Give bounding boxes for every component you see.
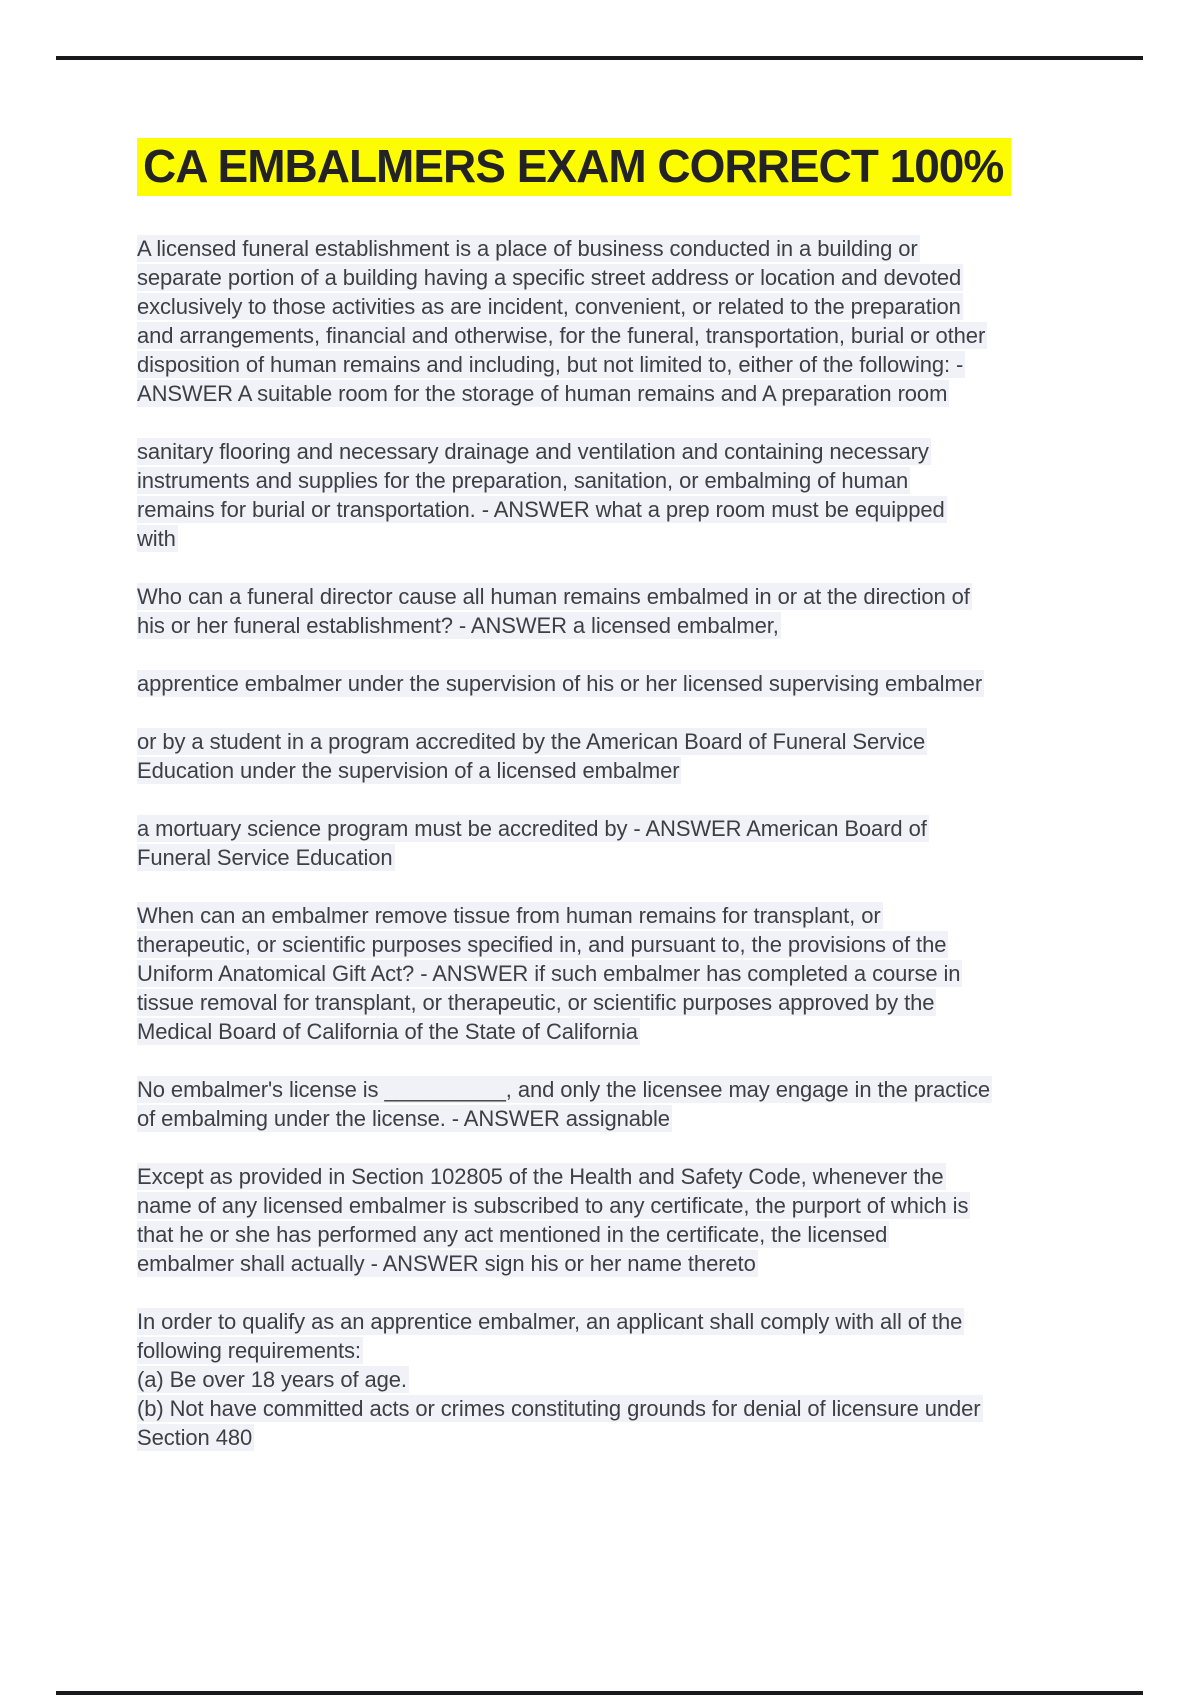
text-line: apprentice embalmer under the supervision of his or her licensed supervising embalmer	[137, 671, 983, 696]
text-line: A licensed funeral establishment is a place of business conducted in a building or	[137, 236, 918, 261]
text-line: sanitary flooring and necessary drainage and ventilation and containing necessary	[137, 439, 929, 464]
page-title-row	[137, 138, 1079, 196]
text-line: therapeutic, or scientific purposes specified in, and pursuant to, the provisions of the	[137, 932, 947, 957]
text-line: a mortuary science program must be accredited by - ANSWER American Board of	[137, 816, 927, 841]
text-line: with	[137, 526, 176, 551]
text-line: Medical Board of California of the State of California	[137, 1019, 638, 1044]
paragraph	[137, 727, 1079, 785]
text-line: remains for burial or transportation. - ANSWER what a prep room must be equipped	[137, 497, 945, 522]
text-line: following requirements:	[137, 1338, 361, 1363]
text-line: instruments and supplies for the preparation, sanitation, or embalming of human	[137, 468, 909, 493]
text-line: exclusively to those activities as are incident, convenient, or related to the preparation	[137, 294, 961, 319]
text-line: disposition of human remains and including, but not limited to, either of the following: -	[137, 352, 964, 377]
paragraph	[137, 814, 1079, 872]
text-line: his or her funeral establishment? - ANSWER a licensed embalmer,	[137, 613, 779, 638]
bottom-rule	[56, 1691, 1143, 1695]
paragraph	[137, 1075, 1079, 1133]
document-body	[137, 138, 1079, 1452]
paragraph	[137, 1307, 1079, 1452]
text-line: embalmer shall actually - ANSWER sign his or her name thereto	[137, 1251, 756, 1276]
text-line: tissue removal for transplant, or therapeutic, or scientific purposes approved by the	[137, 990, 935, 1015]
paragraph	[137, 437, 1079, 553]
text-line: Section 480	[137, 1425, 253, 1450]
paragraph-list	[137, 234, 1079, 1452]
text-line: that he or she has performed any act mentioned in the certificate, the licensed	[137, 1222, 888, 1247]
text-line: Education under the supervision of a licensed embalmer	[137, 758, 680, 783]
text-line: name of any licensed embalmer is subscribed to any certificate, the purport of which is	[137, 1193, 969, 1218]
text-line: Except as provided in Section 102805 of the Health and Safety Code, whenever the	[137, 1164, 944, 1189]
text-line: Uniform Anatomical Gift Act? - ANSWER if such embalmer has completed a course in	[137, 961, 961, 986]
text-line: In order to qualify as an apprentice embalmer, an applicant shall comply with all of the	[137, 1309, 963, 1334]
text-line: ANSWER A suitable room for the storage of human remains and A preparation room	[137, 381, 948, 406]
paragraph	[137, 234, 1079, 408]
paragraph	[137, 1162, 1079, 1278]
text-line: and arrangements, financial and otherwise, for the funeral, transportation, burial or other	[137, 323, 986, 348]
paragraph	[137, 669, 1079, 698]
paragraph	[137, 582, 1079, 640]
text-line: or by a student in a program accredited by the American Board of Funeral Service	[137, 729, 926, 754]
text-line: of embalming under the license. - ANSWER assignable	[137, 1106, 670, 1131]
text-line: separate portion of a building having a specific street address or location and devoted	[137, 265, 962, 290]
paragraph	[137, 901, 1079, 1046]
text-line: When can an embalmer remove tissue from human remains for transplant, or	[137, 903, 881, 928]
text-line: (a) Be over 18 years of age.	[137, 1367, 407, 1392]
text-line: No embalmer's license is __________, and only the licensee may engage in the practice	[137, 1077, 991, 1102]
page-title: CA EMBALMERS EXAM CORRECT 100%	[137, 138, 1011, 196]
top-rule	[56, 56, 1143, 60]
text-line: Who can a funeral director cause all human remains embalmed in or at the direction of	[137, 584, 970, 609]
text-line: Funeral Service Education	[137, 845, 393, 870]
text-line: (b) Not have committed acts or crimes constituting grounds for denial of licensure under	[137, 1396, 981, 1421]
